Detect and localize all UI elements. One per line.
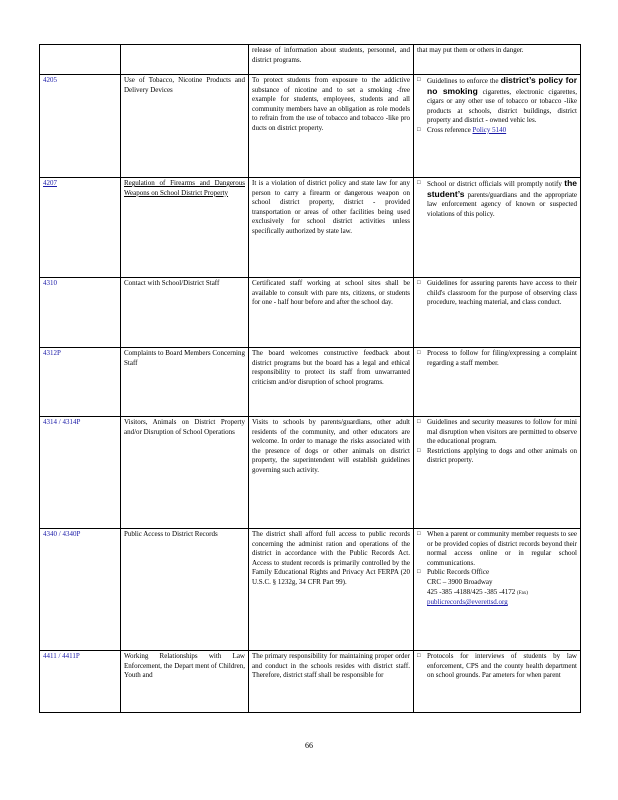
- policy-description: It is a violation of district policy and state law for any person to carry a firearm or dangerous weapon on school district property, district - provided transportation or areas of other facilities being used exclusively for school district activities unless specifically authorized by state law.: [249, 178, 414, 278]
- email-link[interactable]: publicrecords@everettsd.org: [427, 598, 508, 607]
- list-item: □ When a parent or community member requests to see or be provided copies of district records beyond their normal access online or in regular school communications.: [417, 530, 577, 568]
- table-row: [40, 178, 581, 278]
- policy-number: [40, 651, 121, 713]
- notes-list: [417, 652, 577, 681]
- notes-list: [417, 418, 577, 466]
- policy-link[interactable]: Policy 5140: [472, 125, 507, 134]
- policy-description: Visits to schools by parents/guardians, other adult residents of the community, and other educators are welcome. In order to manage the risks associated with the presence of dogs or other animals on district property, the superintendent will establish guidelines governing such activity.: [249, 417, 414, 529]
- policy-description: release of information about students, personnel, and district programs.: [249, 45, 414, 75]
- policy-notes: [414, 45, 581, 75]
- list-item: [417, 179, 577, 219]
- policy-description: The board welcomes constructive feedback about district programs but the board has a legal and ethical responsibility to protect its staff from unwarranted criticism and/or disruption of school programs.: [249, 348, 414, 417]
- policy-title: Working Relationships with Law Enforcement, the Depart ment of Children, Youth and: [121, 651, 249, 713]
- notes-list: [417, 349, 577, 368]
- table-row: [40, 278, 581, 348]
- policy-number: [40, 75, 121, 178]
- table-row: [40, 417, 581, 529]
- list-item: □ Protocols for interviews of students by law enforcement, CPS and the county health department on school grounds. Par ameters for when parent: [417, 652, 577, 681]
- list-item: □ Guidelines for assuring parents have access to their child's classroom for the purpose of observing class procedure, teaching material, and class conduct.: [417, 279, 577, 308]
- policy-number-text: 4312P: [43, 349, 61, 357]
- policy-title: Visitors, Animals on District Property and/or Disruption of School Operations: [121, 417, 249, 529]
- policy-number: [40, 178, 121, 278]
- notes-list: [417, 46, 577, 56]
- policy-description: The district shall afford full access to public records concerning the administ ration and operations of the district in accordance with the Public Records Act. Access to student records is primarily controlled by the Family Educational Rights and Privacy Act FERPA (20 U.S.C. § 1232g, 34 CFR Part 99).: [249, 529, 414, 651]
- policy-title-text: Regulation of Firearms and Dangerous Weapons on School District Property: [124, 179, 245, 197]
- policy-number-text: 4205: [43, 76, 57, 84]
- note-emphasis: the student’s: [427, 178, 577, 199]
- policy-table: [39, 44, 581, 713]
- policy-description: Certificated staff working at school sites shall be available to consult with pare nts, citizens, or students for one - half hour before and after the school day.: [249, 278, 414, 348]
- table-row: [40, 651, 581, 713]
- notes-list: [417, 179, 577, 219]
- policy-number: [40, 348, 121, 417]
- policy-notes: [414, 651, 581, 713]
- note-emphasis: district’s policy for no smoking: [427, 75, 578, 96]
- fax-label: (Fax): [517, 590, 528, 596]
- list-item: [417, 126, 577, 136]
- policy-title: Contact with School/District Staff: [121, 278, 249, 348]
- policy-number-text: 4314 / 4314P: [43, 418, 81, 426]
- policy-description: The primary responsibility for maintaining proper order and conduct in the schools resides with district staff. Therefore, district staff shall be responsible for: [249, 651, 414, 713]
- notes-list: [417, 279, 577, 308]
- policy-number: [40, 529, 121, 651]
- list-item: [417, 76, 577, 126]
- policy-title: Use of Tobacco, Nicotine Products and Delivery Devices: [121, 75, 249, 178]
- policy-title: [121, 178, 249, 278]
- note-continued: that may put them or others in danger.: [417, 46, 524, 54]
- table-row: [40, 529, 581, 651]
- note-text: cigarettes, electronic cigarettes, cigars or any other use of tobacco or tobacco -like products at schools, district buildings, district property and district - owned vehic les.: [427, 87, 577, 125]
- contact-line: CRC – 3900 Broadway: [427, 577, 493, 586]
- table-row: [40, 348, 581, 417]
- contact-line: [427, 588, 577, 599]
- policy-notes: [414, 75, 581, 178]
- policy-title: [121, 45, 249, 75]
- page-number: 66: [305, 741, 313, 750]
- phone-numbers: 425 -385 -4188/425 -385 -4172: [427, 587, 516, 596]
- policy-title: Complaints to Board Members Concerning Staff: [121, 348, 249, 417]
- list-item: [417, 568, 577, 607]
- policy-notes: [414, 278, 581, 348]
- notes-list: [417, 76, 577, 136]
- list-item: □ Guidelines and security measures to follow for mini mal disruption when visitors are permitted to observe the educational program.: [417, 418, 577, 447]
- note-text: parents/guardians and the appropriate law enforcement agency of known or suspected violations of this policy.: [427, 190, 577, 218]
- note-text: School or district officials will promptly notify: [427, 180, 562, 188]
- policy-number-text: 4411 / 4411P: [43, 652, 80, 660]
- notes-list: [417, 530, 577, 608]
- policy-number-text: 4310: [43, 279, 57, 287]
- note-text: Guidelines to enforce the: [427, 77, 499, 85]
- policy-title: Public Access to District Records: [121, 529, 249, 651]
- note-text: Cross reference: [427, 125, 471, 134]
- policy-notes: [414, 529, 581, 651]
- table-row: [40, 75, 581, 178]
- policy-number: [40, 278, 121, 348]
- table-row: [40, 45, 581, 75]
- policy-notes: [414, 417, 581, 529]
- policy-notes: [414, 348, 581, 417]
- policy-number: [40, 417, 121, 529]
- policy-description: To protect students from exposure to the addictive substance of nicotine and to set a smoking -free example for students, employees, students and all community members have an obligation as role models to refrain from the use of tobacco and tobacco -like pro ducts on district property.: [249, 75, 414, 178]
- policy-number: [40, 45, 121, 75]
- contact-line: □ Public Records Office: [427, 568, 490, 577]
- policy-number-text: 4340 / 4340P: [43, 530, 81, 538]
- policy-number-text[interactable]: 4207: [43, 179, 57, 187]
- policy-notes: [414, 178, 581, 278]
- list-item: □ Restrictions applying to dogs and other animals on district property.: [417, 447, 577, 466]
- list-item: □ Process to follow for filing/expressing a complaint regarding a staff member.: [417, 349, 577, 368]
